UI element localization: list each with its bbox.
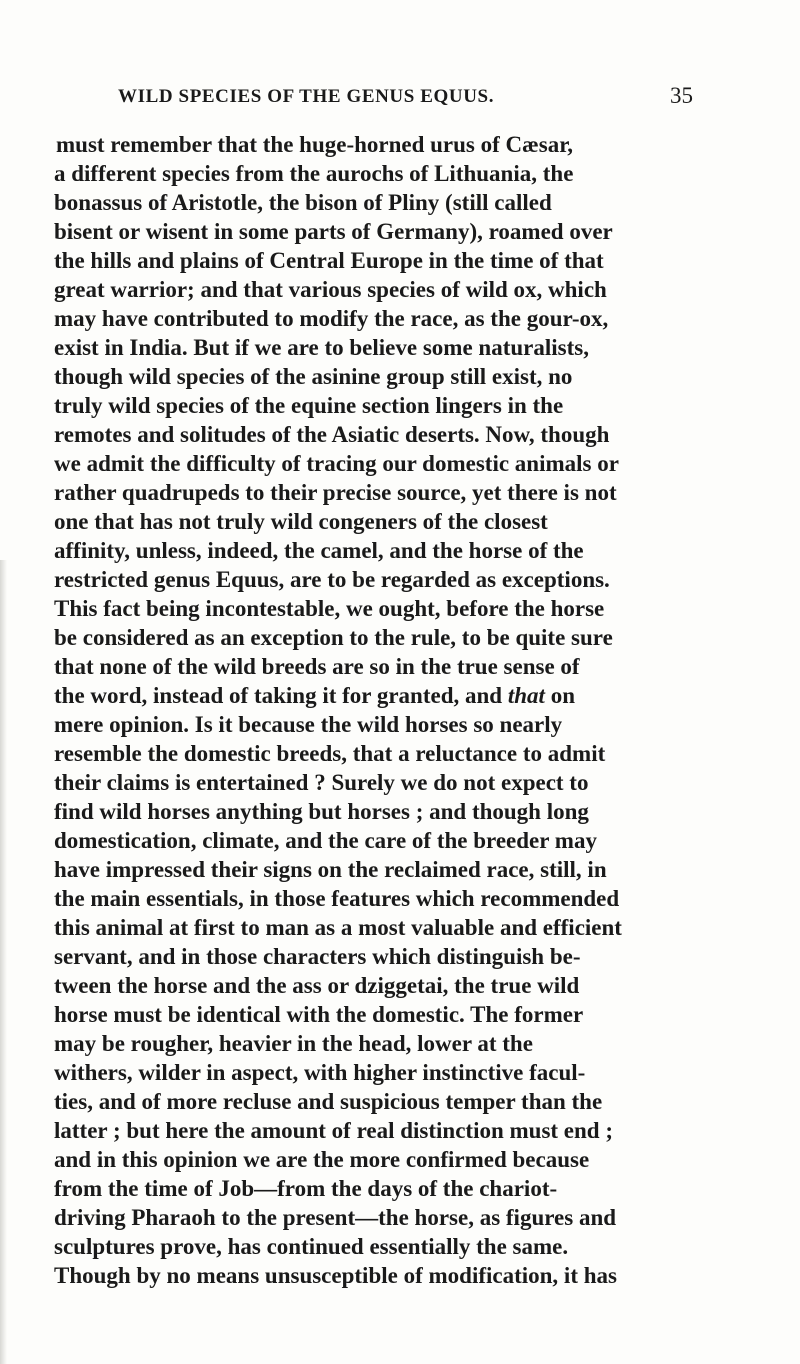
text-line-1: must remember that the huge-horned urus of Cæsar, [56, 132, 574, 157]
text-line-34: ties, and of more recluse and suspicious temper than the [54, 1089, 603, 1114]
text-line-23: their claims is entertained ? Surely we do not expect to [54, 770, 589, 795]
text-line-22: resemble the domestic breeds, that a reluctance to admit [54, 741, 606, 766]
text-line-31: horse must be identical with the domestic. The former [54, 1002, 584, 1027]
text-line-24: find wild horses anything but horses ; and though long [54, 799, 589, 824]
text-line-26: have impressed their signs on the reclaimed race, still, in [54, 857, 607, 882]
text-line-39: sculptures prove, has continued essentially the same. [54, 1234, 569, 1259]
text-line-25: domestication, climate, and the care of the breeder may [54, 828, 597, 853]
text-line-9: though wild species of the asinine group still exist, no [54, 364, 573, 389]
text-line-15: affinity, unless, indeed, the camel, and the horse of the [54, 538, 584, 563]
text-line-5: the hills and plains of Central Europe in the time of that [54, 248, 604, 273]
page-number: 35 [670, 83, 693, 108]
italic-emphasis: that [507, 683, 545, 708]
page-edge-shadow [0, 560, 7, 1364]
text-line-33: withers, wilder in aspect, with higher instinctive facul- [54, 1060, 586, 1085]
text-line-29: servant, and in those characters which distinguish be- [54, 944, 581, 969]
text-line-38: driving Pharaoh to the present—the horse, as figures and [54, 1205, 617, 1230]
text-line-4: bisent or wisent in some parts of Germany), roamed over [54, 219, 613, 244]
text-line-3: bonassus of Aristotle, the bison of Pliny (still called [54, 190, 552, 215]
text-line-6: great warrior; and that various species of wild ox, which [54, 277, 607, 302]
text-line-8: exist in India. But if we are to believe some naturalists, [54, 335, 589, 360]
text-line-12: we admit the difficulty of tracing our domestic animals or [54, 451, 619, 476]
text-line-36: and in this opinion we are the more confirmed because [54, 1147, 590, 1172]
text-line-19: that none of the wild breeds are so in the true sense of [54, 654, 580, 679]
text-line-20-start: the word, instead of taking it for granted, and [54, 683, 503, 708]
text-line-21: mere opinion. Is it because the wild horses so nearly [54, 712, 563, 737]
text-line-18: be considered as an exception to the rule, to be quite sure [54, 625, 613, 650]
text-line-13: rather quadrupeds to their precise source, yet there is not [54, 480, 617, 505]
text-line-40: Though by no means unsusceptible of modification, it has [54, 1263, 617, 1288]
text-line-7: may have contributed to modify the race, as the gour-ox, [54, 306, 609, 331]
page-header [118, 83, 693, 116]
text-line-16: restricted genus Equus, are to be regarded as exceptions. [54, 567, 610, 592]
text-line-27: the main essentials, in those features which recommended [54, 886, 620, 911]
text-line-37: from the time of Job—from the days of the chariot- [54, 1176, 558, 1201]
text-line-28: this animal at first to man as a most valuable and efficient [54, 915, 622, 940]
text-line-20 [54, 681, 575, 710]
text-line-10: truly wild species of the equine section lingers in the [54, 393, 564, 418]
text-line-20-end: on [550, 683, 575, 708]
text-line-35: latter ; but here the amount of real distinction must end ; [54, 1118, 614, 1143]
text-line-11: remotes and solitudes of the Asiatic deserts. Now, though [54, 422, 610, 447]
text-line-17: This fact being incontestable, we ought, before the horse [54, 596, 605, 621]
text-line-2: a different species from the aurochs of Lithuania, the [54, 161, 574, 186]
running-title: WILD SPECIES OF THE GENUS EQUUS. [118, 86, 495, 107]
text-line-30: tween the horse and the ass or dziggetai, the true wild [54, 973, 580, 998]
text-line-14: one that has not truly wild congeners of the closest [54, 509, 548, 534]
text-line-32: may be rougher, heavier in the head, lower at the [54, 1031, 533, 1056]
